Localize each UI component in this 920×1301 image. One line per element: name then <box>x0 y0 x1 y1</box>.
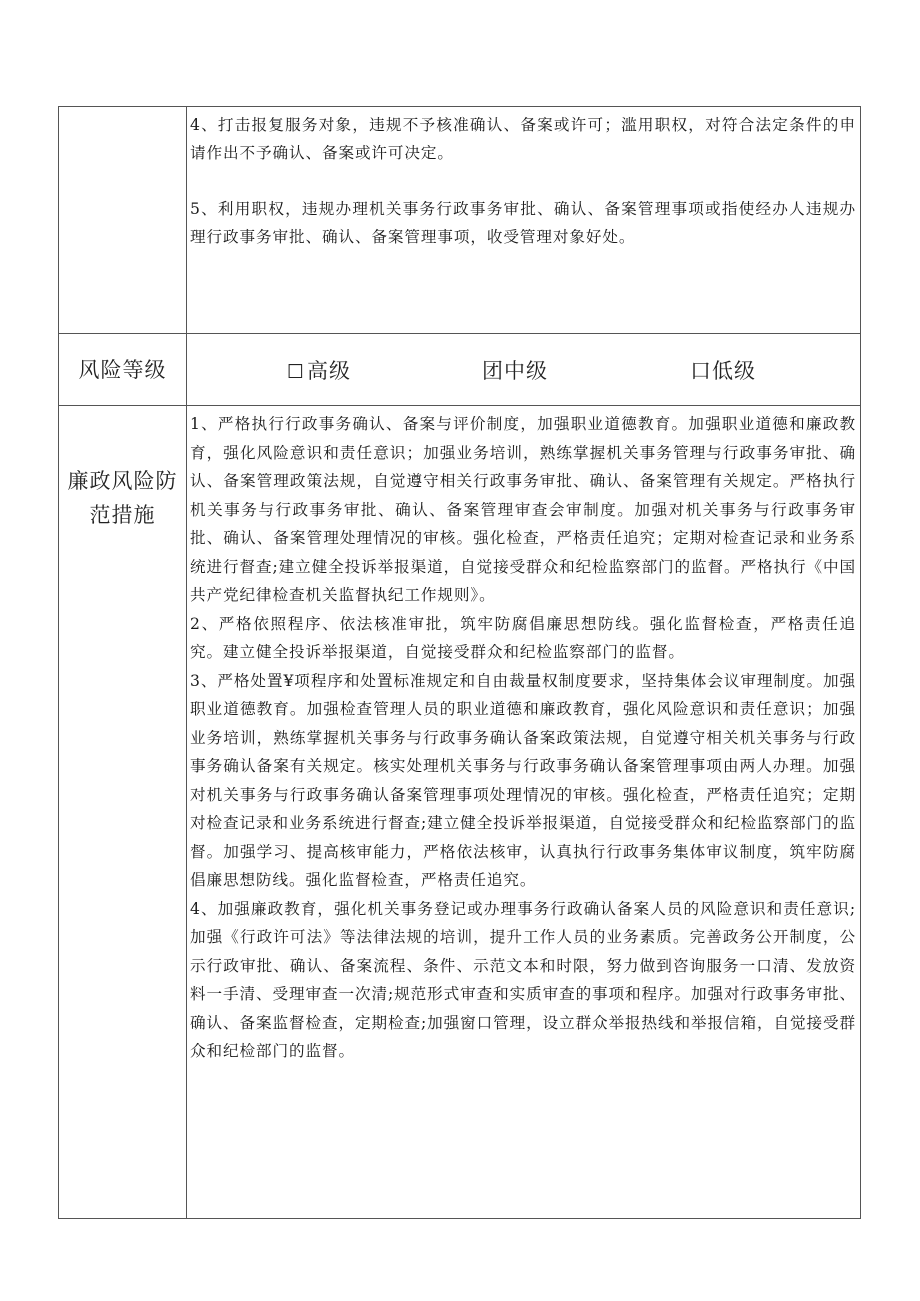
measure-item-4: 4、加强廉政教育，强化机关事务登记或办理事务行政确认备案人员的风险意识和责任意识;加强《行政许可法》等法律法规的培训，提升工作人员的业务素质。完善政务公开制度，公示行政审批、确认、备案流程、条件、示范文本和时限，努力做到咨询服务一口清、发放资料一手清、受理审查一次清;规范形式审查和实质审查的事项和程序。加强对行政事务审批、确认、备案监督检查，定期检查;加强窗口管理，设立群众举报热线和举报信箱，自觉接受群众和纪检部门的监督。 <box>190 899 856 1060</box>
risk-level-option-medium[interactable] <box>482 355 548 385</box>
risk-level-options <box>187 334 860 405</box>
risk-point-item-5: 5、利用职权，违规办理机关事务行政事务审批、确认、备案管理事项或指使经办人违规办理行政事务审批、确认、备案管理事项，收受管理对象好处。 <box>190 200 856 246</box>
unchecked-box-icon: 口 <box>690 358 712 383</box>
risk-level-row <box>59 334 861 406</box>
risk-level-options-cell <box>187 334 861 406</box>
option-label: 低级 <box>712 358 756 383</box>
unchecked-box-icon: ☐ <box>287 360 306 383</box>
prevention-measures-content-cell <box>187 406 861 1219</box>
measure-item-2: 2、严格依照程序、依法核准审批，筑牢防腐倡廉思想防线。强化监督检查，严格责任追究。建立健全投诉举报渠道，自觉接受群众和纪检监察部门的监督。 <box>190 614 856 661</box>
measure-item-1: 1、严格执行行政事务确认、备案与评价制度，加强职业道德教育。加强职业道德和廉政教育，强化风险意识和责任意识；加强业务培训，熟练掌握机关事务管理与行政事务审批、确认、备案管理政策法规，自觉遵守相关行政事务审批、确认、备案管理有关规定。严格执行机关事务与行政事务审批、确认、备案管理审查会审制度。加强对机关事务与行政事务审批、确认、备案管理处理情况的审核。强化检查，严格责任追究；定期对检查记录和业务系统进行督查;建立健全投诉举报渠道，自觉接受群众和纪检监察部门的监督。严格执行《中国共产党纪律检查机关监督执纪工作规则》。 <box>190 415 856 604</box>
prevention-measures-text <box>187 406 860 1066</box>
risk-level-option-low[interactable] <box>690 355 756 385</box>
risk-point-item-4: 4、打击报复服务对象，违规不予核准确认、备案或许可；滥用职权，对符合法定条件的申请作出不予确认、备案或许可决定。 <box>190 116 856 162</box>
risk-points-label-cell <box>59 107 187 334</box>
prevention-measures-label: 廉政风险防范措施 <box>59 406 187 1219</box>
risk-level-option-high[interactable] <box>287 355 351 385</box>
option-label: 中级 <box>504 358 548 383</box>
risk-points-row <box>59 107 861 334</box>
checked-box-icon: 团 <box>482 358 504 383</box>
measure-item-3: 3、严格处置¥项程序和处置标准规定和自由裁量权制度要求，坚持集体会议审理制度。加强职业道德教育。加强检查管理人员的职业道德和廉政教育，强化风险意识和责任意识；加强业务培训，熟练掌握机关事务与行政事务确认备案政策法规，自觉遵守相关机关事务与行政事务确认备案有关规定。核实处理机关事务与行政事务确认备案管理事项由两人办理。加强对机关事务与行政事务确认备案管理事项处理情况的审核。强化检查，严格责任追究；定期对检查记录和业务系统进行督查;建立健全投诉举报渠道，自觉接受群众和纪检监察部门的监督。加强学习、提高核审能力，严格依法核审，认真执行行政事务集体审议制度，筑牢防腐倡廉思想防线。强化监督检查，严格责任追究。 <box>190 671 856 889</box>
risk-control-table <box>58 106 861 1219</box>
risk-points-text <box>187 107 860 251</box>
option-label: 高级 <box>307 358 352 383</box>
risk-level-label: 风险等级 <box>59 334 187 406</box>
prevention-measures-row <box>59 406 861 1219</box>
risk-points-content-cell <box>187 107 861 334</box>
